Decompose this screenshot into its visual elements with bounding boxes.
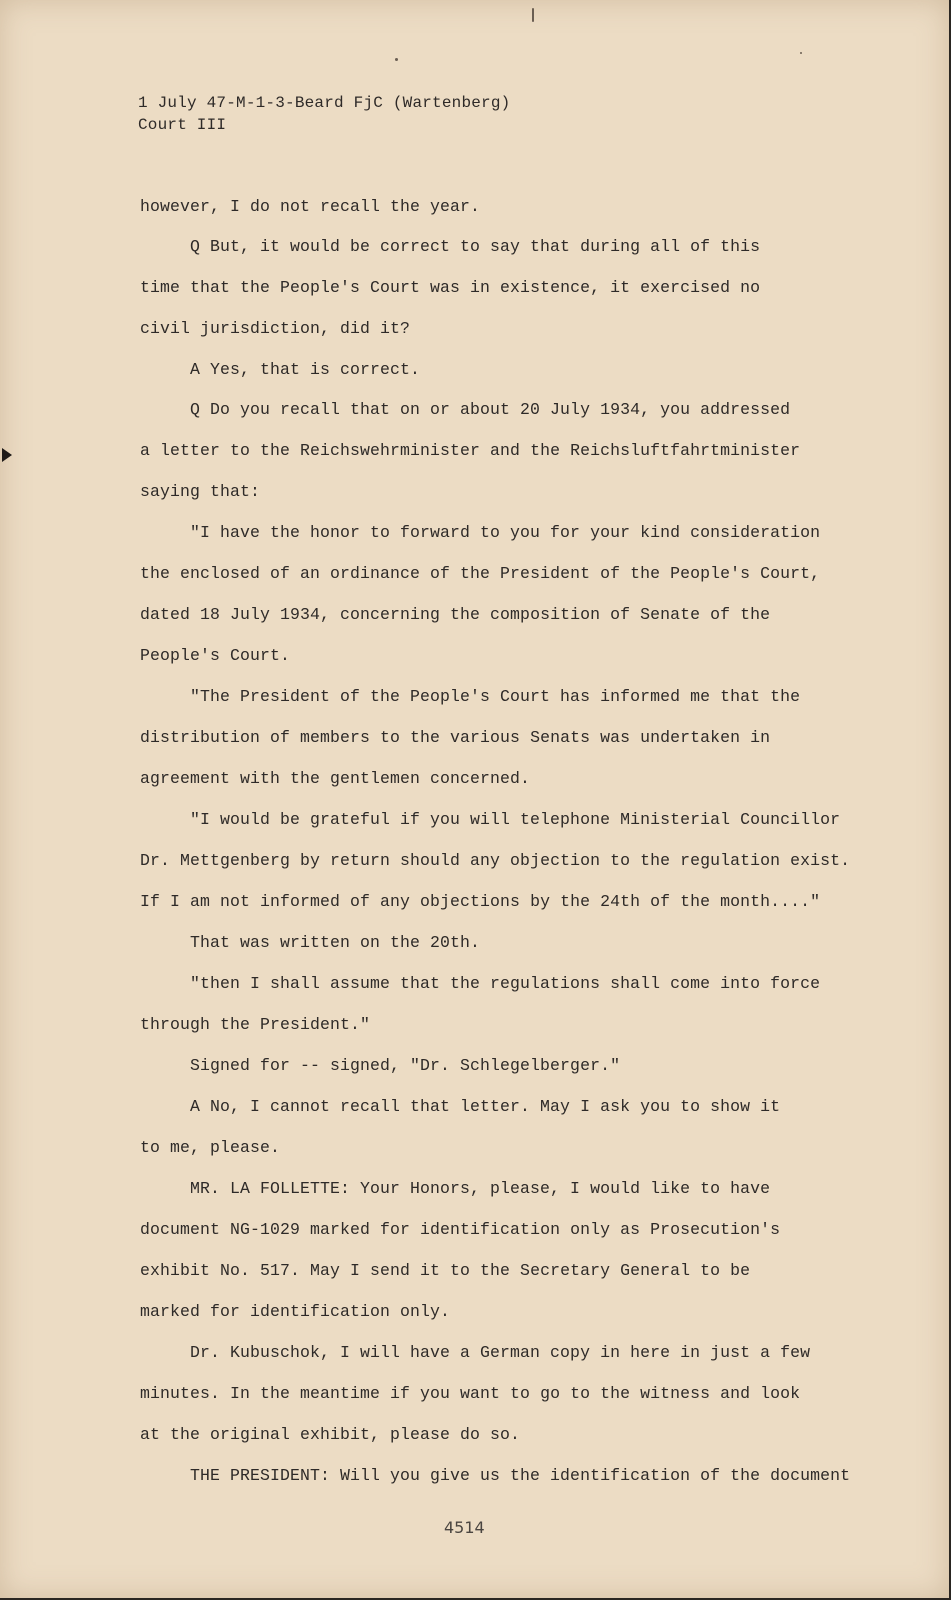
transcript-line: at the original exhibit, please do so. (140, 1425, 521, 1444)
document-header (138, 92, 510, 136)
transcript-line: agreement with the gentlemen concerned. (140, 769, 531, 788)
transcript-line: "then I shall assume that the regulations shall come into force (190, 974, 821, 993)
transcript-line: "I have the honor to forward to you for your kind consideration (190, 523, 821, 542)
transcript-line: A No, I cannot recall that letter. May I ask you to show it (190, 1097, 781, 1116)
transcript-line: Dr. Kubuschok, I will have a German copy in here in just a few (190, 1343, 811, 1362)
transcript-line: THE PRESIDENT: Will you give us the identification of the document (190, 1466, 851, 1485)
transcript-line: the enclosed of an ordinance of the President of the People's Court, (140, 564, 821, 583)
transcript-line: marked for identification only. (140, 1302, 451, 1321)
transcript-line: document NG-1029 marked for identification only as Prosecution's (140, 1220, 781, 1239)
transcript-line: Signed for -- signed, "Dr. Schlegelberger." (190, 1056, 621, 1075)
transcript-line: MR. LA FOLLETTE: Your Honors, please, I would like to have (190, 1179, 771, 1198)
transcript-line: saying that: (140, 482, 261, 501)
transcript-line: A Yes, that is correct. (190, 360, 421, 379)
transcript-line: If I am not informed of any objections by the 24th of the month...." (140, 892, 821, 911)
paper-speck (800, 52, 802, 54)
transcript-line: a letter to the Reichswehrminister and the Reichsluftfahrtminister (140, 441, 801, 460)
transcript-line: Q But, it would be correct to say that during all of this (190, 237, 761, 256)
paper-speck (395, 58, 398, 61)
transcript-line: distribution of members to the various Senats was undertaken in (140, 728, 771, 747)
transcript-line: exhibit No. 517. May I send it to the Secretary General to be (140, 1261, 751, 1280)
transcript-line: "The President of the People's Court has informed me that the (190, 687, 801, 706)
paper-speck (532, 8, 534, 22)
margin-arrow-mark (2, 448, 12, 462)
header-court: Court III (138, 116, 227, 134)
transcript-line: however, I do not recall the year. (140, 197, 481, 216)
transcript-line: That was written on the 20th. (190, 933, 481, 952)
transcript-line: Q Do you recall that on or about 20 July 1934, you addressed (190, 400, 791, 419)
transcript-line: to me, please. (140, 1138, 281, 1157)
header-reference: 1 July 47-M-1-3-Beard FjC (Wartenberg) (138, 94, 511, 112)
transcript-line: civil jurisdiction, did it? (140, 319, 411, 338)
transcript-line: People's Court. (140, 646, 291, 665)
transcript-line: minutes. In the meantime if you want to go to the witness and look (140, 1384, 801, 1403)
transcript-line: time that the People's Court was in existence, it exercised no (140, 278, 761, 297)
transcript-line: Dr. Mettgenberg by return should any objection to the regulation exist. (140, 851, 851, 870)
transcript-line: dated 18 July 1934, concerning the composition of Senate of the (140, 605, 771, 624)
page-number: 4514 (444, 1518, 485, 1537)
transcript-line: "I would be grateful if you will telephone Ministerial Councillor (190, 810, 841, 829)
transcript-line: through the President." (140, 1015, 371, 1034)
